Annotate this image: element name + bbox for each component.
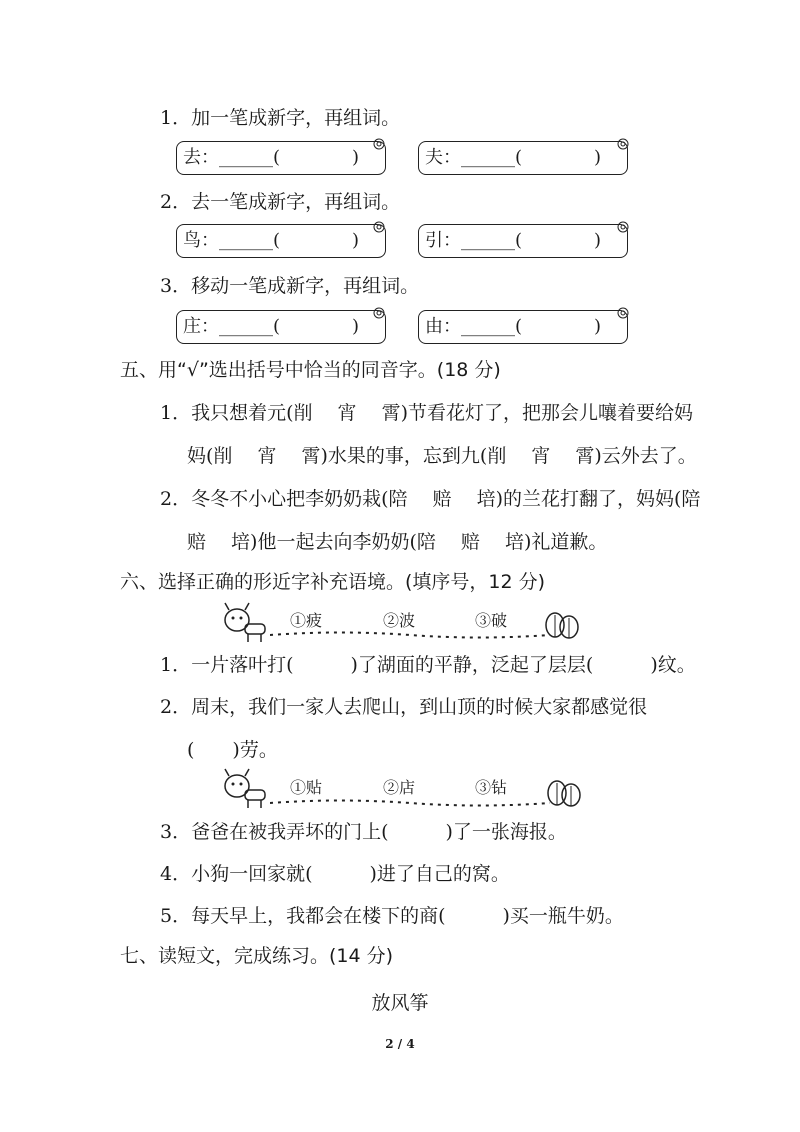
leaves-icon: [545, 778, 585, 808]
option-3: ③钻: [475, 778, 508, 797]
s5-line-1: 1．我只想着元(削 宵 霄)节看花灯了，把那会儿嚷着要给妈: [160, 402, 693, 424]
s5-line-3: 2．冬冬不小心把李奶奶栽(陪 赔 培)的兰花打翻了，妈妈(陪: [160, 488, 701, 510]
box-text: 庄：______( ): [183, 316, 360, 337]
answer-box: [418, 310, 628, 344]
section-5-heading: 五、用“√”选出括号中恰当的同音字。(18 分): [120, 359, 501, 381]
option-1: ①疲: [290, 611, 323, 630]
option-3: ③破: [475, 611, 508, 630]
section-6-heading: 六、选择正确的形近字补充语境。(填序号，12 分): [120, 571, 546, 593]
flower-corner-icon: [612, 216, 634, 238]
option-2: ②波: [383, 611, 416, 630]
answer-box: [176, 141, 386, 175]
flower-corner-icon: [368, 302, 390, 324]
question-3: 3．移动一笔成新字，再组词。: [160, 275, 420, 297]
answer-box: [418, 224, 628, 258]
box-text: 夫：______( ): [425, 147, 602, 168]
answer-box: [418, 141, 628, 175]
passage-title: 放风筝: [371, 992, 429, 1014]
calf-icon: [215, 766, 275, 810]
s6-line-2: 2．周末，我们一家人去爬山，到山顶的时候大家都感觉很: [160, 696, 648, 718]
s6-line-4: 3．爸爸在被我弄坏的门上( )了一张海报。: [160, 821, 567, 843]
dotted-line-icon: [270, 630, 550, 640]
s5-line-4: 赔 培)他一起去向李奶奶(陪 赔 培)礼道歉。: [187, 531, 608, 553]
option-1: ①贴: [290, 778, 323, 797]
s6-line-6: 5．每天早上，我都会在楼下的商( )买一瓶牛奶。: [160, 905, 624, 927]
option-2: ②店: [383, 778, 416, 797]
s5-line-2: 妈(削 宵 霄)水果的事，忘到九(削 宵 霄)云外去了。: [187, 445, 697, 467]
flower-corner-icon: [368, 133, 390, 155]
section-7-heading: 七、读短文，完成练习。(14 分): [120, 945, 394, 967]
s6-line-3: ( )劳。: [187, 739, 278, 761]
question-2: 2．去一笔成新字，再组词。: [160, 191, 401, 213]
leaves-icon: [543, 610, 583, 640]
flower-corner-icon: [368, 216, 390, 238]
page-number: 2 / 4: [385, 1037, 415, 1051]
box-text: 去：______( ): [183, 147, 360, 168]
answer-box: [176, 224, 386, 258]
s6-line-1: 1．一片落叶打( )了湖面的平静，泛起了层层( )纹。: [160, 654, 696, 676]
flower-corner-icon: [612, 302, 634, 324]
calf-icon: [215, 600, 275, 644]
box-text: 鸟：______( ): [183, 230, 360, 251]
box-text: 由：______( ): [425, 316, 602, 337]
flower-corner-icon: [612, 133, 634, 155]
dotted-line-icon: [270, 798, 550, 808]
s6-line-5: 4．小狗一回家就( )进了自己的窝。: [160, 863, 510, 885]
answer-box: [176, 310, 386, 344]
question-1: 1．加一笔成新字，再组词。: [160, 107, 401, 129]
box-text: 引：______( ): [425, 230, 602, 251]
